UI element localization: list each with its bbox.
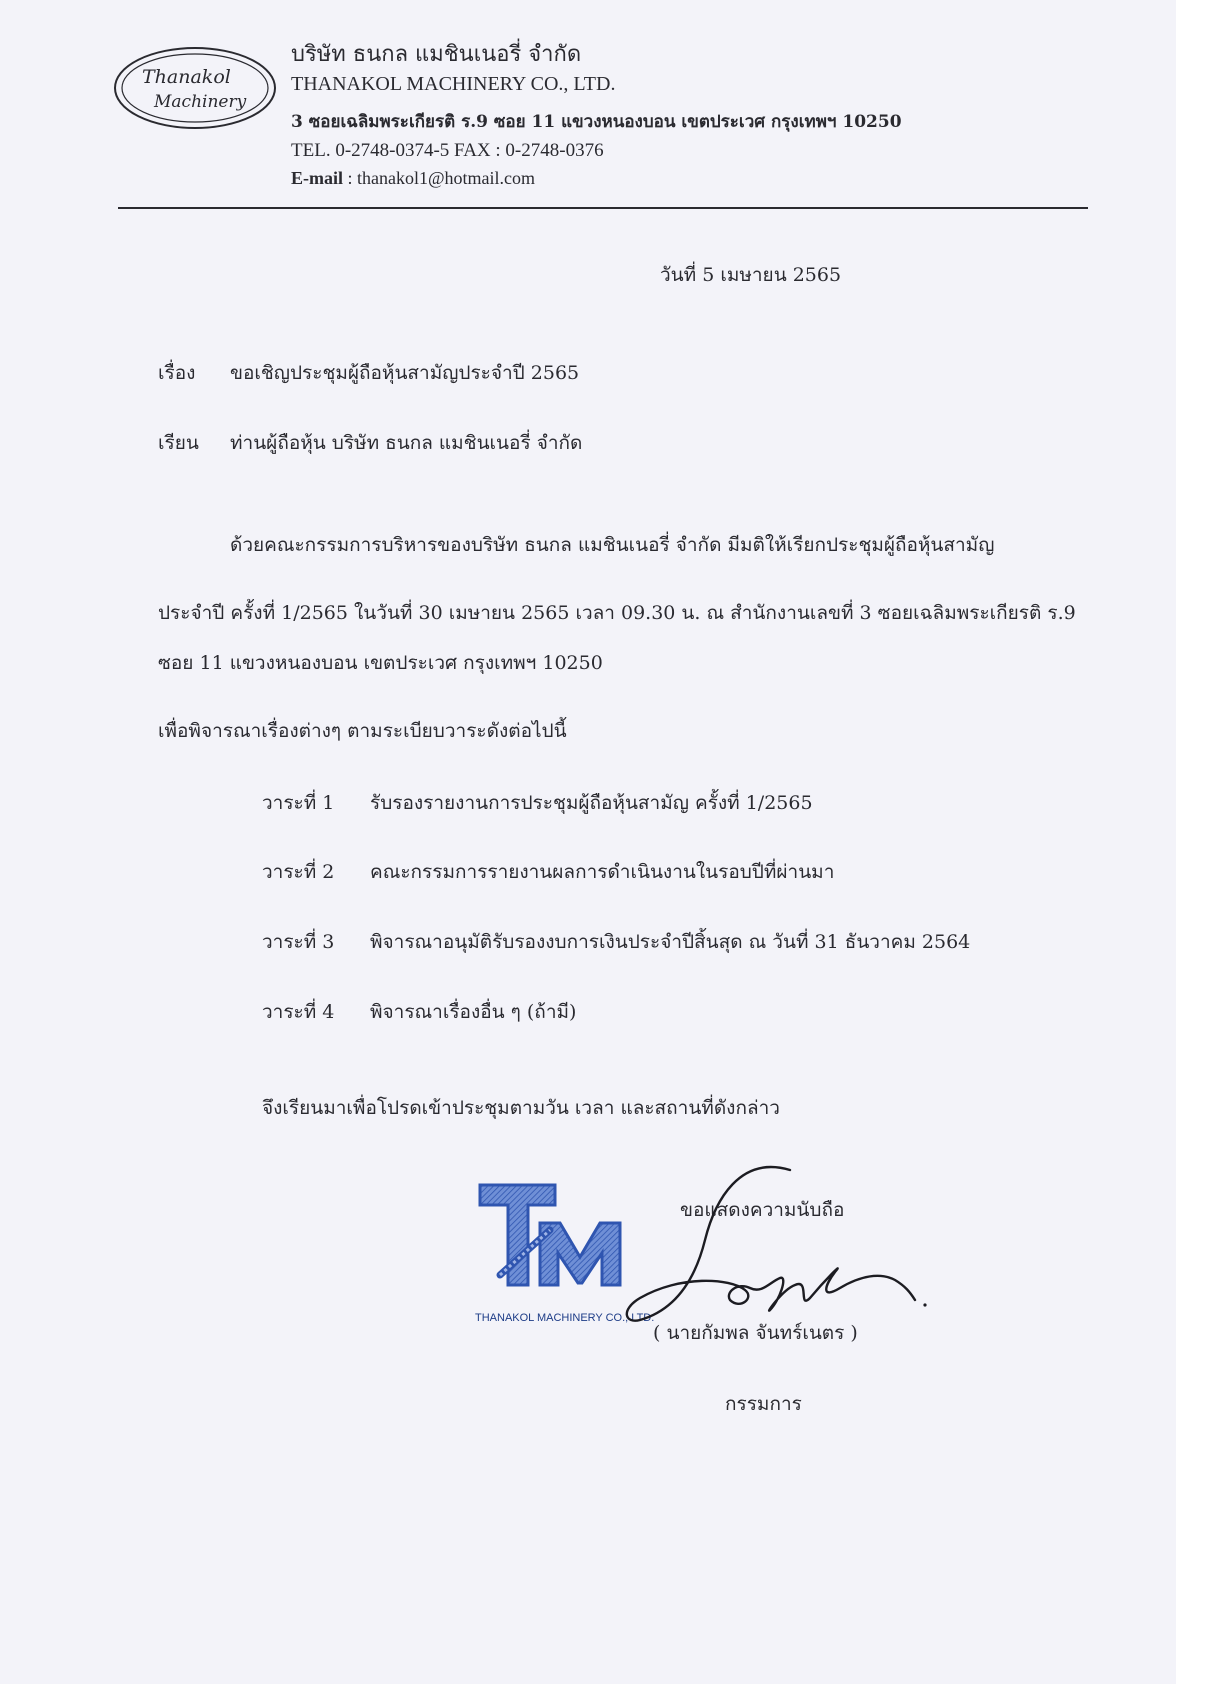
regards-text: ขอแสดงความนับถือ (680, 1199, 845, 1221)
logo-text-line2: Machinery (154, 92, 247, 112)
agenda-item-text: รับรองรายงานการประชุมผู้ถือหุ้นสามัญ ครั้งที่ 1/2565 (370, 792, 813, 814)
stamp-caption: THANAKOL MACHINERY CO., LTD. (475, 1312, 655, 1324)
agenda-item-label: วาระที่ 3 (262, 931, 335, 953)
company-email (291, 168, 535, 189)
agenda-item-text: คณะกรรมการรายงานผลการดำเนินงานในรอบปีที่ผ่านมา (370, 861, 835, 883)
paragraph-line-2: ประจำปี ครั้งที่ 1/2565 ในวันที่ 30 เมษายน 2565 เวลา 09.30 น. ณ สำนักงานเลขที่ 3 ซอยเฉลิมพระเกียรติ ร.9 (158, 602, 1076, 624)
company-name-english: THANAKOL MACHINERY CO., LTD. (291, 73, 616, 95)
closing-sentence: จึงเรียนมาเพื่อโปรดเข้าประชุมตามวัน เวลา และสถานที่ดังกล่าว (262, 1097, 780, 1119)
company-logo (112, 45, 278, 131)
company-tel-fax: TEL. 0-2748-0374-5 FAX : 0-2748-0376 (291, 140, 604, 161)
agenda-item-text: พิจารณาเรื่องอื่น ๆ (ถ้ามี) (370, 1001, 577, 1023)
header-divider (118, 207, 1088, 209)
agenda-item-label: วาระที่ 4 (262, 1001, 335, 1023)
company-address: 3 ซอยเฉลิมพระเกียรติ ร.9 ซอย 11 แขวงหนองบอน เขตประเวศ กรุงเทพฯ 10250 (291, 112, 902, 132)
agenda-item-text: พิจารณาอนุมัติรับรองงบการเงินประจำปีสิ้นสุด ณ วันที่ 31 ธันวาคม 2564 (370, 931, 971, 953)
agenda-intro: เพื่อพิจารณาเรื่องต่างๆ ตามระเบียบวาระดังต่อไปนี้ (158, 720, 567, 742)
email-value: : thanakol1@hotmail.com (343, 168, 536, 188)
handwritten-signature (620, 1160, 930, 1330)
company-stamp (470, 1160, 640, 1305)
agenda-item-label: วาระที่ 1 (262, 792, 335, 814)
email-label: E-mail (291, 168, 343, 188)
signer-title: กรรมการ (725, 1393, 802, 1415)
paragraph-line-3: ซอย 11 แขวงหนองบอน เขตประเวศ กรุงเทพฯ 10250 (158, 652, 603, 674)
stamp-mark: TM (470, 1160, 498, 1179)
company-name-thai: บริษัท ธนกล แมชินเนอรี่ จำกัด (291, 42, 582, 67)
recipient-text: ท่านผู้ถือหุ้น บริษัท ธนกล แมชินเนอรี่ จำกัด (230, 432, 583, 454)
recipient-label: เรียน (158, 432, 199, 454)
paragraph-line-1: ด้วยคณะกรรมการบริหารของบริษัท ธนกล แมชินเนอรี่ จำกัด มีมติให้เรียกประชุมผู้ถือหุ้นสามัญ (230, 534, 995, 556)
agenda-item-label: วาระที่ 2 (262, 861, 335, 883)
logo-text-line1: Thanakol (142, 66, 231, 88)
letter-date: วันที่ 5 เมษายน 2565 (660, 264, 842, 286)
subject-label: เรื่อง (158, 362, 196, 384)
subject-text: ขอเชิญประชุมผู้ถือหุ้นสามัญประจำปี 2565 (230, 362, 580, 384)
signer-name: ( นายกัมพล จันทร์เนตร ) (653, 1322, 858, 1344)
